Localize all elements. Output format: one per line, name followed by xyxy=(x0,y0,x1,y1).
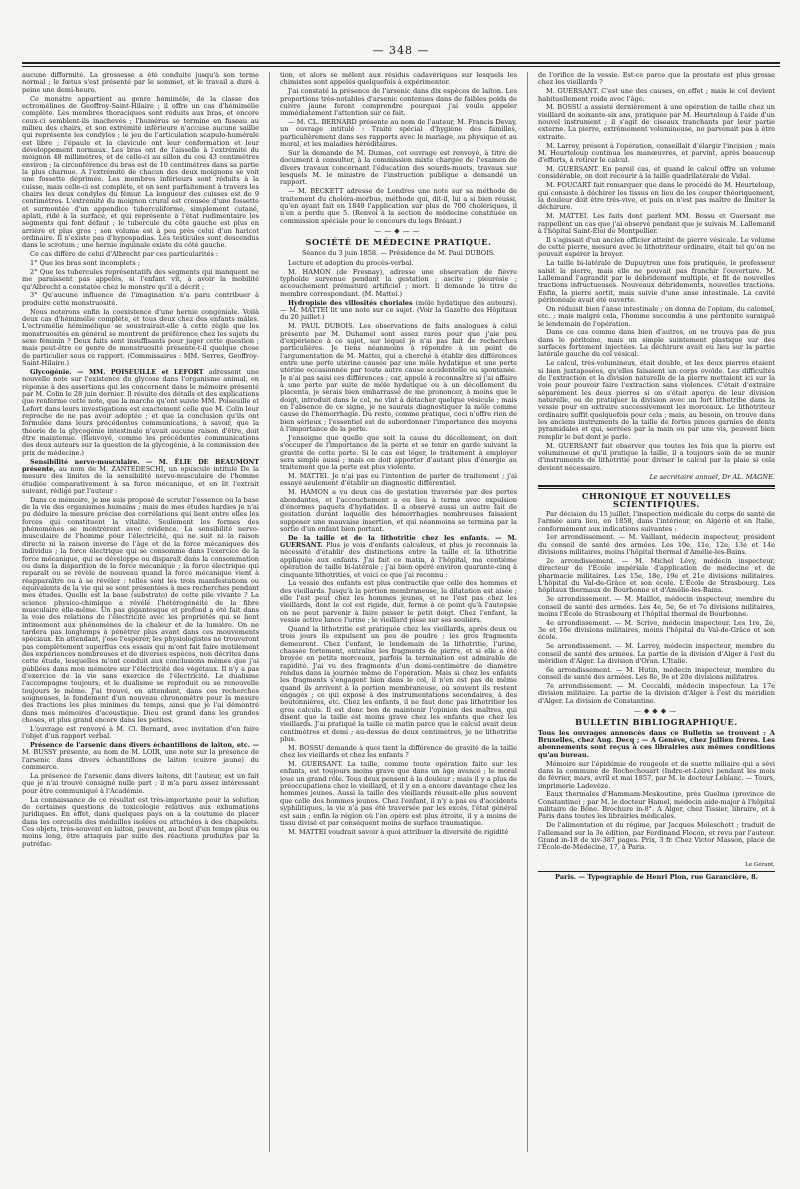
paragraph: Lecture et adoption du procès-verbal. xyxy=(288,258,414,267)
paragraph: M. HAMON a vu deux cas de gestation traversée par des pertes abondantes, et l'accouchement a eu lieu à terme avec expulsion d'énormes paquets d'hydatides. Il a observé aussi un autre fait de gestation durant laquelle des hémorrhagies nombreuses faisaient supposer une mauvaise insertion, et qui néanmoins se termina par la sortie d'un enfant bien portant. xyxy=(280,488,517,533)
paragraph: M. Larrey, présent à l'opération, conseillait d'élargir l'incision ; mais M. Heurteloup continua les manœuvres, et parvint, après beaucoup d'efforts, à retirer le calcul. xyxy=(538,141,775,165)
paragraph: Ce monstre appartient au genre hémimèle, de la classe des ectromélines de Geoffroy-Saint-Hilaire ; il offre un cas d'hémimélie complète. Les membres thoraciques sont réduits aux bras, et encore ceux-ci semblent-ils inachevés ; l'humérus se termine en fuseau au milieu des chairs, et son extrémité inférieure n'accuse aucune saillie qui représente les condyles ; le jeu de l'articulation scapulo-humérale est libre ; l'épaule et la clavicule ont leur conformation et leur développement normaux. Les bras ont de l'aisselle à l'extrémité du moignon 48 millimètres, et de celle-ci au sillon du cou 43 centimètres environ ; la circonférence du bras est de 10 centimètres dans sa partie la plus charnue. A l'extrémité de chacun des deux moignons se voit une fossette déprimée. Les membres inférieurs sont réduits à la cuisse, mais celle-ci est complète, et on sent parfaitement à travers les chairs les deux condyles du fémur. La longueur des cuisses est de 9 centimètres. L'extrémité du moignon crural est creusée d'une fossette et surmontée d'un appendice tuberculiforme, simplement cutané, aplati, ridé à la surface, et qui représente à l'état rudimentaire les segments qui font défaut ; le tubercule du côté gauche est plus en arrière et plus gros ; son volume est à peu près celui d'un haricot ordinaire. Il n'existe pas d'hypospadias. Les testicules sont descendus dans le scrotum ; une hernie inguinale existe du côté gauche. xyxy=(22,94,259,250)
paragraph: M. MATTEI. Les faits dont parlent MM. Bossu et Guersant me rappellent un cas que j'ai observé pendant que je suivais M. Lallemand à l'hôpital Saint-Éloi de Montpellier. xyxy=(538,212,775,235)
gerant-signature: Le Gérant, xyxy=(745,861,775,868)
column-2 xyxy=(280,72,517,1152)
paragraph-body: M. BUSSY présente, au nom de M. LOIR, une note sur la présence de l'arsenic dans divers échantillons de laiton (cuivre jaune) du commerce. xyxy=(22,748,259,772)
paragraph: La vessie des enfants est plus contractile que celle des hommes et des vieillards. Jusqu'à la portion membraneuse, la dilatation est aisée ; elle l'est peut chez les hommes jeunes, et ne l'est pas chez les vieillards, dont le col est rigide, dur, ferme à ce point qu'à l'autopsie on ne peut parvenir à faire passer le petit doigt. Chez l'enfant, la vessie active lance l'urine ; le vieillard pisse sur ses souliers. xyxy=(280,579,517,625)
paragraph: tion, et alors se mêlent aux résidus cadavériques sur lesquels les chimistes sont appelés quelquefois à expérimenter. xyxy=(280,72,517,87)
biblio-item: De l'alimentation et du régime, par Jacques Moleschott ; traduit de l'allemand sur la 3e édition, par Ferdinand Flocon, et revu par l'auteur. Grand in-18 de xiv-387 pages. Prix, 3 fr. Chez Victor Masson, place de l'École-de-Médecine, 17, à Paris. xyxy=(538,821,775,852)
columns xyxy=(22,72,780,1152)
biblio-intro: Tous les ouvrages annoncés dans ce Bulletin se trouvent : A Bruxelles, chez Aug. Decq ; — A Genève, chez Jullien frères. Les abonnements sont reçus à ces librairies aux mêmes conditions qu'au bureau. xyxy=(538,728,775,759)
column-3 xyxy=(538,72,775,1152)
paragraph: J'enseigne que quelle que soit la cause du décollement, on doit s'occuper de l'importance de la perte et se tenir en garde suivant la gravité de cette perte. Si le cas est léger, le traitement à employer sera simple aussi ; mais on doit apporter d'autant plus d'énergie au traitement que la perte est plus violente. xyxy=(280,433,517,472)
paragraph: de l'orifice de la vessie. Est-ce parce que la prostate est plus grosse chez les vieillards ? xyxy=(538,72,775,87)
arrondissement-item: 4e arrondissement. — M. Scrive, médecin inspecteur. Les 1re, 2e, 3e et 16e divisions militaires, moins l'hôpital du Val-de-Grâce et son école. xyxy=(538,618,775,642)
paragraph: M. GUERSANT fait observer que toutes les fois que la pierre est volumineuse et qu'il pratique la taille, il a toujours soin de se munir d'instruments de lithotritie pour diviser le calcul par la plaie si cela devient nécessaire. xyxy=(538,441,775,472)
paragraph: La connaissance de ce résultat est très-importante pour la solution de certaines questions de toxicologie relatives aux exhumations juridiques. En effet, dans quelques pays on a la coutume de placer dans les cercueils des médailles isolées ou attachées à des chapelets. Ces objets, très-souvent en laiton, peuvent, au bout d'un temps plus ou moins long, être attaqués par suite des réactions produites par la putréfac- xyxy=(22,795,259,848)
paragraph-body: Plus je vois d'enfants calculeux, et plus je reconnais la nécessité d'établir des distinctions entre la taille et la lithotritie appliquée aux enfants. J'ai fait ce matin, à l'hôpital, ma centième opération de taille bi-latérale ; j'ai bien opéré environ quarante-cinq à cinquante lithotrities, et voici ce que j'ai reconnu : xyxy=(280,541,517,579)
paragraph: — M. BECKETT adresse de Londres une note sur sa méthode de traitement du choléra-morbus, méthode qui, dit-il, lui a si bien réussi, qu'en ayant fait en 1849 l'application sur plus de 700 cholériques, il n'en a perdu que 5. (Renvoi à la section de médecine constituée en commission spéciale pour le concours du legs Bréant.) xyxy=(280,187,517,225)
section-rule xyxy=(538,485,775,487)
arrondissement-item: 5e arrondissement. — M. Larrey, médecin inspecteur, membre du conseil de santé des armées. La partie de la division d'Alger à l'est du méridien d'Alger. La division d'Oran. L'Italie. xyxy=(538,642,775,665)
page-number: — 348 — xyxy=(372,44,430,57)
run-in-heading: Présence de l'arsenic dans divers échantillons de laiton, etc. — xyxy=(30,741,259,750)
paragraph: M. FOUCART fait remarquer que dans le procédé de M. Heurteloup, qui consiste à déchirer les tissus en lieu de les couper théoriquement, la douleur doit être très-vive, et puis on n'est pas maître de limiter la déchirure. xyxy=(538,181,775,212)
taille-paragraph xyxy=(280,535,517,579)
biblio-title: BULLETIN BIBLIOGRAPHIQUE. xyxy=(575,717,738,728)
paragraph: 3° Qu'aucune influence de l'imagination n'a paru contribuer à produire cette monstruosité. xyxy=(22,291,259,307)
arrondissement-item: 2e arrondissement. — M. Michel Lévy, médecin inspecteur, directeur de l'École impériale d'application de médecine et de pharmacie militaires. Les 15e, 18e, 19e et 21e divisions militaires. L'hôpital du Val-de-Grâce et son école. L'École de Strasbourg. Les hôpitaux thermaux de Bourbonne et d'Amélie-les-Bains. xyxy=(538,556,775,595)
run-in-heading: Sensibilité nervo-musculaire. — M. ÉLIE DE BEAUMONT présente, xyxy=(22,457,259,473)
paragraph: 1° Que les bras sont incomplets ; xyxy=(30,259,140,268)
paragraph: Nous noterons enfin la coexistence d'une hernie congéniale. Voilà deux cas d'hémimélie complète, et tous deux chez des enfants mâles. L'ectromélie hémimélique se soustrairait-elle à cette règle que les monstruosités en général se montrent de préférence chez les sujets du sexe féminin ? Deux faits sont insuffisants pour juger cette question ; mais peut-être ce genre de monstruosité présente-t-il quelque chose de particulier sous ce rapport. (Commissaires : MM. Serres, Geoffroy-Saint-Hilaire.) xyxy=(22,307,259,368)
printer-line: Paris. — Typographie de Henri Plon, rue Garancière, 8. xyxy=(555,872,758,881)
paragraph: 2° Que les tubercules représentatifs des segments qui manquent ne me paraissent pas appelés, si l'enfant vit, à avoir la mobilité qu'Albrecht a constatée chez le monstre qu'il a décrit ; xyxy=(22,267,259,291)
arrondissement-item: 3e arrondissement. — M. Maillot, médecin inspecteur, membre du conseil de santé des armées. Les 4e, 5e, 6e et 7e divisions militaires, moins l'École de Strasbourg et l'hôpital thermal de Bourbonne. xyxy=(538,595,775,618)
page xyxy=(22,0,780,1189)
column-1 xyxy=(22,72,259,1152)
paragraph: M. PAUL DUBOIS. Les observations de faits analogues à celui présenté par M. Duhamel sont assez rares pour que j'aie peu d'expérience à ce sujet, sur lequel je n'ai pas fait de recherches particulières. Je tiens néanmoins à répondre à un point de l'argumentation de M. Mattei, qui a cherché à établir des différences entre une perte utérine causée par une môle hydatique et une perte utérine occasionnée par toute autre cause accidentelle ou spontanée. Je n'ai pas saisi ces différences ; car, appelé à reconnaître si j'ai affaire à une perte par suite de môle hydatique ou à un décollement du placenta, je serais bien embarrassé de me prononcer, à moins que le doigt, introduit dans le col, ne vînt à détacher quelque vésicule ; mais en l'absence de ce signe, je ne saurais diagnostiquer la môle comme cause de l'hémorrhagie. Du reste, comme pratique, ceci n'offre rien de bien sérieux ; l'essentiel est de subordonner l'importance des moyens à l'importance de la perte. xyxy=(280,322,517,433)
printer-rule xyxy=(538,871,775,872)
column-divider xyxy=(527,72,528,1152)
paragraph-body: (môle hydatique des auteurs). — M. MATTEI lit une note sur ce sujet. (Voir la Gazette des Hôpitaux du 20 juillet.) xyxy=(280,298,517,322)
header-rule-thin xyxy=(22,66,780,67)
paragraph: Par décision du 15 juillet, l'inspection médicale du corps de santé de l'armée aura lieu, en 1858, dans l'intérieur, en Algérie et en Italie, conformément aux indications suivantes : xyxy=(538,509,775,533)
paragraph: M. GUERSANT. C'est une des causes, en effet ; mais le col devient habituellement roide avec l'âge. xyxy=(538,87,775,103)
glycogenie-paragraph xyxy=(22,369,259,457)
paragraph: M. MATTEI voudrait savoir à quoi attribuer la diversité de rigidité xyxy=(288,827,509,836)
hydropisie-paragraph xyxy=(280,300,517,322)
paragraph: L'ouvrage est renvoyé à M. Cl. Bernard, avec invitation d'en faire l'objet d'un rapport verbal. xyxy=(22,724,259,741)
societe-title: SOCIÉTÉ DE MÉDECINE PRATIQUE. xyxy=(305,237,492,248)
paragraph: M. MATTEI. Je n'ai pas eu l'intention de parler de traitement ; j'ai essayé seulement d'établir un diagnostic différentiel. xyxy=(280,472,517,488)
ornament-divider: ——◆—— xyxy=(374,226,423,235)
paragraph: La présence de l'arsenic dans divers laitons, dit l'auteur, est un fait que je n'ai trouvé consigné nulle part ; il m'a paru assez intéressant pour être communiqué à l'Académie. xyxy=(22,771,259,795)
run-in-heading: Glycogénie. — MM. POISEUILLE et LEFORT xyxy=(30,367,204,376)
arrondissement-item: 6e arrondissement. — M. Hutin, médecin inspecteur, membre du conseil de santé des armées. Les 8e, 9e et 20e divisions militaires. xyxy=(538,665,775,682)
paragraph-body: au nom de M. ZANTEDESCHI, un opuscule intitulé De la mesure des limites de la sensibilité nervo-musculaire de l'homme étudiée comparativement à sa force mécanique, et en lit l'extrait suivant, rédigé par l'auteur : xyxy=(22,464,259,495)
paragraph-body: adressent une nouvelle note sur l'existence du glycose dans l'organisme animal, en réponse à des assertions qui les concernent dans le mémoire présenté par M. Colin le 28 juin dernier. Il résulte des détails et des explications que renferme cette note, que la marche qu'ont suivie MM. Poiseuille et Lefort dans leurs investigations est exactement celle que M. Colin leur reproche de ne pas avoir adoptée ; et que la conclusion qu'ils ont formulée dans leurs précédentes communications, à savoir, que la théorie de la glycogénie intestinale n'avait aucune raison d'être, doit être maintenue. (Renvoyé, comme les précédentes communications des deux auteurs sur la question de la glycogénie, à la commission des prix de médecine.) xyxy=(22,367,259,457)
secretary-signature: Le secrétaire annuel, Dr AL. MAGNE. xyxy=(649,472,775,481)
column-divider xyxy=(269,72,270,1152)
paragraph: On réduisit bien l'anse intestinale ; on donna de l'opium, du calomel, etc. ; mais malgré cela, l'homme succomba à une péritonite suraiguë le lendemain de l'opération. xyxy=(538,304,775,328)
seance-line: Séance du 3 juin 1858. — Présidence de M. Paul DUBOIS. xyxy=(301,248,496,257)
section-rule-thin xyxy=(538,488,775,489)
paragraph: — M. CL. BERNARD présente au nom de l'auteur, M. Francis Devay, un ouvrage intitulé : Traité spécial d'hygiène des familles, particulièrement dans ses rapports avec le mariage, au physique et au moral, et les maladies héréditaires. xyxy=(280,118,517,149)
sensibilite-paragraph xyxy=(22,459,259,496)
paragraph: Dans ce mémoire, je me suis proposé de scruter l'essence ou la base de la vie des organismes humains ; mais de mes études hardies je n'ai pu déduire la mesure précise des corrélations qui lient entre elles les forces qui constituent la vitalité. Seulement les formes des phénomènes se montrèrent avec évidence. La sensibilité nervo-musculaire de l'homme pour l'électricité, qui ne suit ni la raison directe ni la raison inverse de l'âge et de la force mécaniques des individus ; la force électrique qui se consomme dans l'exercice de la force mécanique, qui se développe ou disparaît dans la consommation ou dans la disparition de la force mécanique ; la force électrique qui reparaît ou se révèle de nouveau quand la force mécanique vient à réapparaître ou à se révéler : telles sont les trois manifestations ou équivalents de la vie qui se sont présentées à mes recherches pendant mes études. Quelle est la base (substrato) de cette pile vivante ? La science physico-chimique a révélé l'hétérogénéité de la fibre musculaire elle-même. Un pas gigantesque et profond a été fait dans la voie des relations de l'électricité avec les propriétés qui se lient intimement aux phénomènes de la chaleur et de la lumière. On ne tardera pas longtemps à pénétrer plus avant dans ces mouvements spéciaux. En attendant, j'ose l'espérer, les physiologistes ne trouveront pas complètement superflus ces essais qui m'ont fait faire inutilement des expériences nombreuses et de diverses espèces, non décrites dans cette étude, lesquelles m'ont conduit aux conclusions mêmes que j'ai publiées dans mon mémoire sur l'électricité des végétaux. Il n'y a pas d'exercice de la vie sans exercice de l'électricité. Le dualisme l'accompagne toujours, et le dualisme se reproduit ou se renouvelle toujours le même. J'ai trouvé, en attendant, dans ces recherches soigneuses, le fondement d'un nouveau chronomètre pour la mesure des fractions les plus minimes du temps, ainsi que je l'ai démontré dans mes mémoires d'acoustique. Dieu est grand dans les grandes choses, et plus grand encore dans les petites. xyxy=(22,495,259,725)
biblio-item: Eaux thermales d'Hammam-Meskoutine, près Guelma (province de Constantine) ; par M. le docteur Hamel, médecin aide-major à l'hôpital militaire de Bône. Brochure in-8°. A Alger, chez Tissier, libraire, et à Paris dans toutes les librairies médicales. xyxy=(538,790,775,821)
arsenic-paragraph xyxy=(22,742,259,771)
paragraph: Il s'agissait d'un ancien officier atteint de pierre vésicale. Le volume de cette pierre, mesuré avec le lithotriteur ordinaire, était tel qu'on ne pouvait espérer la broyer. xyxy=(538,235,775,259)
paragraph: M. HAMON (de Fresnay), adresse une observation de fièvre typhoïde survenue pendant la gestation ; ascite ; pleurésie ; accouchement prématuré artificiel ; mort. Il demande le titre de membre correspondant. (M. Mattei.) xyxy=(280,267,517,298)
paragraph: Le calcul, très-volumineux, était double, et les deux pierres étaient si bien juxtaposées, qu'elles faisaient un corps ovoïde. Les difficultés de l'extraction et la division naturelle de la pierre mettaient ici sur la voie pour pouvoir faire l'extraction sans violences. C'était d'extraire séparément les deux pierres si on s'était aperçu de leur division naturelle, ou de pratiquer la division avec un fort lithotribe dans la vessie pour en extraire successivement les morceaux. Le lithotriteur ordinaire suffit quelquefois pour cela ; mais, au besoin, on trouve dans les anciens instruments de la taille de fortes pinces garnies de dents pyramidales et qui, serrées par la main ou par une vis, peuvent bien remplir le but dont je parle. xyxy=(538,359,775,441)
paragraph: La taille bi-latérale de Dupuytren une fois pratiquée, le professeur saisit la pierre, mais elle ne pouvait pas franchir l'ouverture. M. Lallemand l'agrandit par le débridement multiple, et fit de nouvelles tractions infructueuses. Nouveaux débridements, nouvelles tractions. Enfin, la pierre sortit, mais suivie d'une anse intestinale. La cavité péritonéale avait été ouverte. xyxy=(538,259,775,304)
paragraph: M. BOSSU demande à quoi tient la différence de gravité de la taille chez les vieillards et chez les enfants ? xyxy=(280,743,517,760)
paragraph: J'ai constaté la présence de l'arsenic dans dix espèces de laiton. Les proportions très-notables d'arsenic contenues dans de faibles poids de cuivre jaune feront comprendre pourquoi j'ai voulu appeler immédiatement l'attention sur ce fait. xyxy=(280,87,517,118)
paragraph: M. GUERSANT. La taille, comme toute opération faite sur les enfants, est toujours moins grave que dans un âge avancé ; le moral joue un grand rôle. Tous deux pensent à la douleur ; mais il y a plus de préoccupations chez le vieillard, et il y en a encore davantage chez les hommes jeunes. Aussi la taille des vieillards réussit-elle plus souvent que celle des hommes jeunes. Chez l'enfant, il n'y a pas eu d'accidents syphilitiques, la vie n'a pas été traversée par les excès, l'état général est sain ; enfin la région où l'on opère est plus étroite, il y a moins de tissu divisé et par conséquent moins de surface traumatique. xyxy=(280,760,517,827)
arrondissement-item: 7e arrondissement. — M. Ceccaldi, médecin inspecteur. La 17e division militaire. La partie de la division d'Alger à l'est du méridien d'Alger. La division de Constantine. xyxy=(538,681,775,705)
arrondissement-item: 1er arrondissement. — M. Vaillant, médecin inspecteur, président du conseil de santé des armées. Les 10e, 11e, 12e, 13e et 14e divisions militaires, moins l'hôpital thermal d'Amélie-les-Bains. xyxy=(538,533,775,557)
paragraph: Dans ce cas comme dans bien d'autres, on ne trouva pas de pus dans le péritoine, mais un simple suintement plastique sur des surfaces fortement injectées. La déchirure avait eu lieu sur la partie latérale gauche du col vésical. xyxy=(538,328,775,359)
ornament-divider: —◆◆◆— xyxy=(633,707,680,715)
paragraph: M. BOSSU a assisté dernièrement à une opération de taille chez un vieillard de soixante-six ans, pratiquée par M. Heurteloup à l'aide d'un nouvel instrument ; il s'agit de ciseaux tranchants par leur partie externe. La pierre, extrêmement volumineuse, ne parvenait pas à être extraite. xyxy=(538,103,775,141)
run-in-heading: De la taille et de la lithotritie chez les enfants. — M. GUERSANT. xyxy=(280,533,517,550)
paragraph: Quand la lithotritie est pratiquée chez les vieillards, après deux ou trois jours ils expulsent un peu de poudre ; les gros fragments demeurent. Chez l'enfant, le lendemain de la lithotritie, l'urine, chassée fortement, entraîne les fragments de pierre, et si elle a été broyée en petits morceaux, parfois la termination est admirable de rapidité. J'ai vu des fragments d'un demi-centimètre de diamètre rendus dans la journée même de l'opération. Mais si chez les enfants les fragments s'engagent bien dans le col, il n'en est pas de même quand ils arrivent à la portion membraneuse, où souvent ils restent engagés ; ce qui expose à des instrumentations secondaires, à des boutonnières, etc. Chez les enfants, il ne faut donc pas lithotritier les gros calculs. Il est donc bon de maintenir l'opinion des maîtres, qui disent que la taille est moins grave chez les enfants que chez les vieillards. J'ai pratiqué la taille ce matin parce que le calcul avait deux centimètres et demi ; au-dessus de deux centimètres, je ne lithotritie plus. xyxy=(280,624,517,744)
biblio-item: Mémoire sur l'épidémie de rougeole et de suette miliaire qui a sévi dans la commune de Rochechouart (Indre-et-Loire) pendant les mois de février, mars, avril et mai 1857, par M. le docteur Leblanc. — Tours, imprimerie Ladevèze. xyxy=(538,759,775,790)
run-in-heading: Hydropisie des villosités choriales xyxy=(288,298,413,307)
paragraph: Ce cas diffère de celui d'Albrecht par ces particularités : xyxy=(30,250,219,259)
header-rule xyxy=(22,62,780,64)
chronique-title: CHRONIQUE ET NOUVELLES SCIENTIFIQUES. xyxy=(581,491,732,509)
paragraph: M. GUERSANT. En pareil cas, et quand le calcul offre un volume considérable, on doit recourir à la taille quadrilatérale de Vidal. xyxy=(538,165,775,181)
paragraph: aucune difformité. La grossesse a été conduite jusqu'à son terme normal ; le fœtus s'est présenté par le sommet, et le travail a duré à peine une demi-heure. xyxy=(22,72,259,94)
paragraph: Sur la demande de M. Dumas, cet ouvrage est renvoyé, à titre de document à consulter, à la commission mixte chargée de l'examen de divers travaux concernant l'éducation des sourds-muets, travaux sur lesquels M. le ministre de l'instruction publique a demandé un rapport. xyxy=(280,148,517,187)
